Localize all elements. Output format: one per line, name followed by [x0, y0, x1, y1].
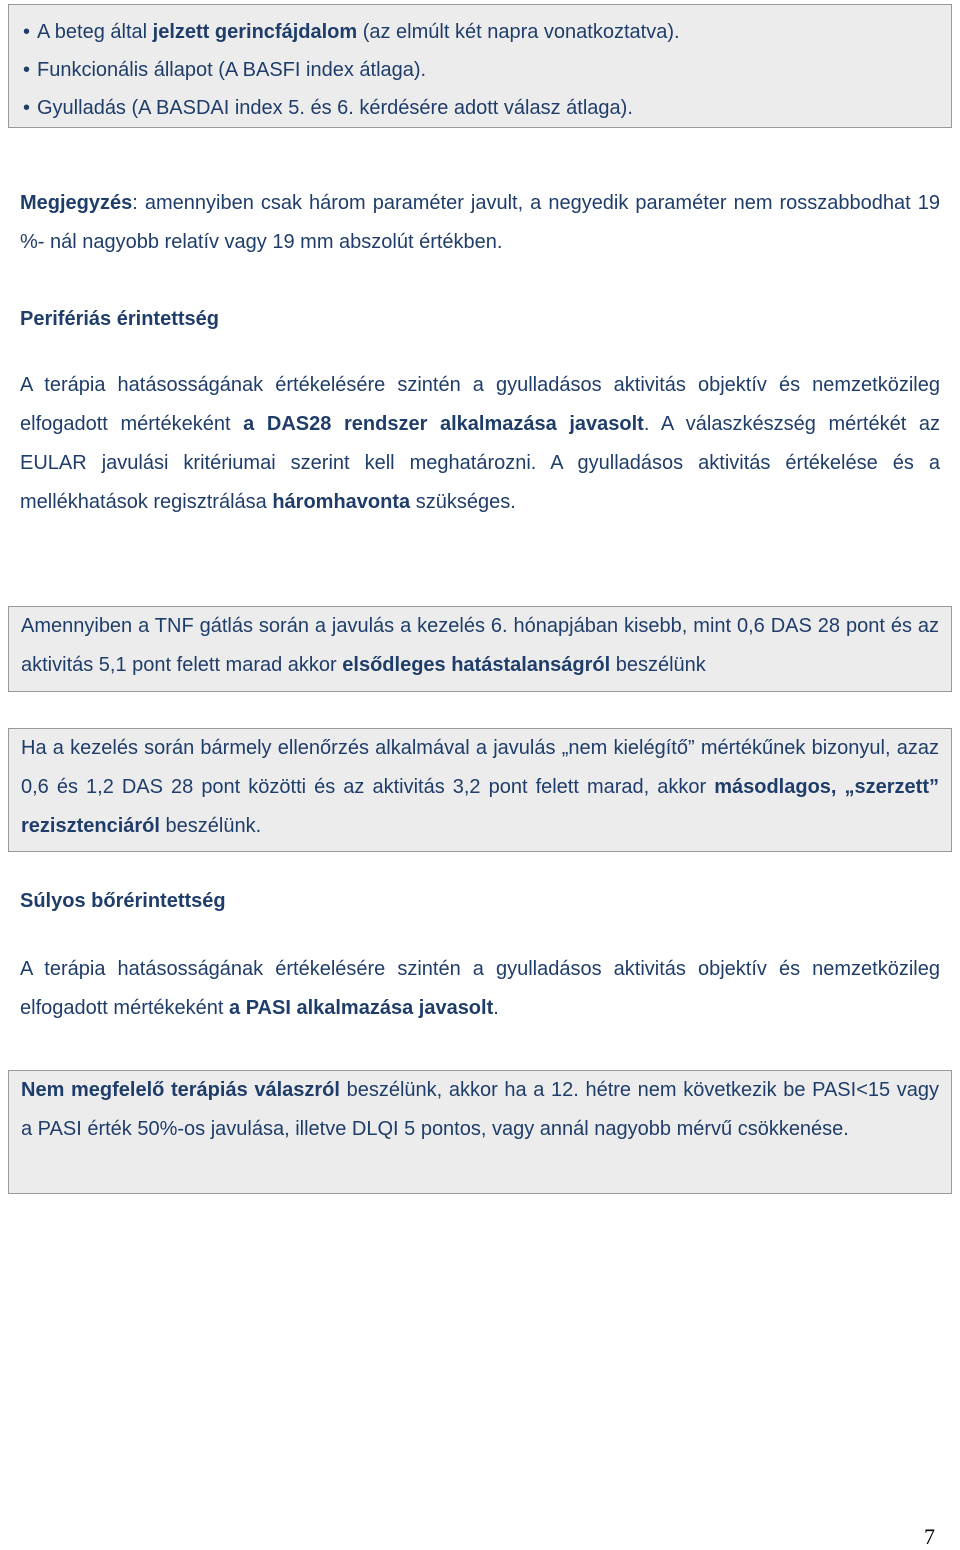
primary-failure-box [8, 606, 952, 692]
criteria-list-box [8, 4, 952, 128]
paragraph-text: beszélünk, akkor ha a 12. hétre nem következik be PASI<15 vagy a PASI érték 50%-os javulása, illetve DLQI 5 pontos, vagy annál nagyobb mérvű csökkenése. [21, 1079, 939, 1140]
paragraph-text: . [493, 997, 499, 1019]
paragraph-bold: háromhavonta [272, 491, 411, 513]
peripheral-paragraph [20, 366, 940, 522]
paragraph-text: . A válaszkészség mértékét az EULAR javulási kritériumai szerint kell meghatározni. A gyulladásos aktivitás értékelése és a mellékhatások regisztrálása [20, 413, 941, 513]
list-item [23, 89, 951, 127]
paragraph-bold: a DAS28 rendszer alkalmazása javasolt [243, 413, 644, 435]
paragraph-bold: elsődleges hatástalanságról [342, 654, 611, 676]
note-label: Megjegyzés [20, 192, 133, 214]
inadequate-response-box [8, 1070, 952, 1194]
bullet-icon: • [23, 59, 31, 81]
list-item-bold: jelzett gerincfájdalom [152, 21, 358, 43]
list-item-text: Funkcionális állapot (A BASFI index átlaga). [37, 59, 427, 81]
note-text: : amennyiben csak három paraméter javult, a negyedik paraméter nem rosszabbodhat 19 %- nál nagyobb relatív vagy 19 mm abszolút értékben. [20, 192, 940, 253]
secondary-resistance-text [21, 729, 939, 846]
paragraph-text: beszélünk [610, 654, 706, 676]
list-item-text: (az elmúlt két napra vonatkoztatva). [357, 21, 680, 43]
paragraph-bold: Nem megfelelő terápiás válaszról [21, 1079, 340, 1101]
note-paragraph [20, 184, 940, 262]
list-item-text: Gyulladás (A BASDAI index 5. és 6. kérdésére adott válasz átlaga). [37, 97, 633, 119]
bullet-icon: • [23, 97, 31, 119]
paragraph-text: A terápia hatásosságának értékelésére szintén a gyulladásos aktivitás objektív és nemzetközileg elfogadott mértékeként [20, 374, 940, 435]
list-item [23, 13, 951, 51]
paragraph-text: beszélünk. [159, 815, 262, 837]
section-heading-skin: Súlyos bőrérintettség [20, 890, 226, 912]
page-number: 7 [924, 1524, 935, 1549]
bullet-icon: • [23, 21, 31, 43]
paragraph-text: Amennyiben a TNF gátlás során a javulás a kezelés 6. hónapjában kisebb, mint 0,6 DAS 28 pont és az aktivitás 5,1 pont felett marad akkor [21, 615, 939, 676]
secondary-resistance-box [8, 728, 952, 852]
inadequate-response-text [21, 1071, 939, 1149]
paragraph-text: szükséges. [410, 491, 516, 513]
primary-failure-text [21, 607, 939, 685]
paragraph-text: A terápia hatásosságának értékelésére szintén a gyulladásos aktivitás objektív és nemzetközileg elfogadott mértékeként [20, 958, 940, 1019]
paragraph-text: Ha a kezelés során bármely ellenőrzés alkalmával a javulás „nem kielégítő” mértékűnek bizonyul, azaz 0,6 és 1,2 DAS 28 pont közötti és az aktivitás 3,2 pont felett marad, akkor [21, 737, 939, 798]
list-item [23, 51, 951, 89]
section-heading-peripheral: Perifériás érintettség [20, 308, 219, 330]
list-item-text: A beteg által [37, 21, 153, 43]
paragraph-bold: a PASI alkalmazása javasolt [229, 997, 494, 1019]
skin-paragraph [20, 950, 940, 1028]
paragraph-bold: másodlagos, „szerzett” rezisztenciáról [21, 776, 939, 837]
